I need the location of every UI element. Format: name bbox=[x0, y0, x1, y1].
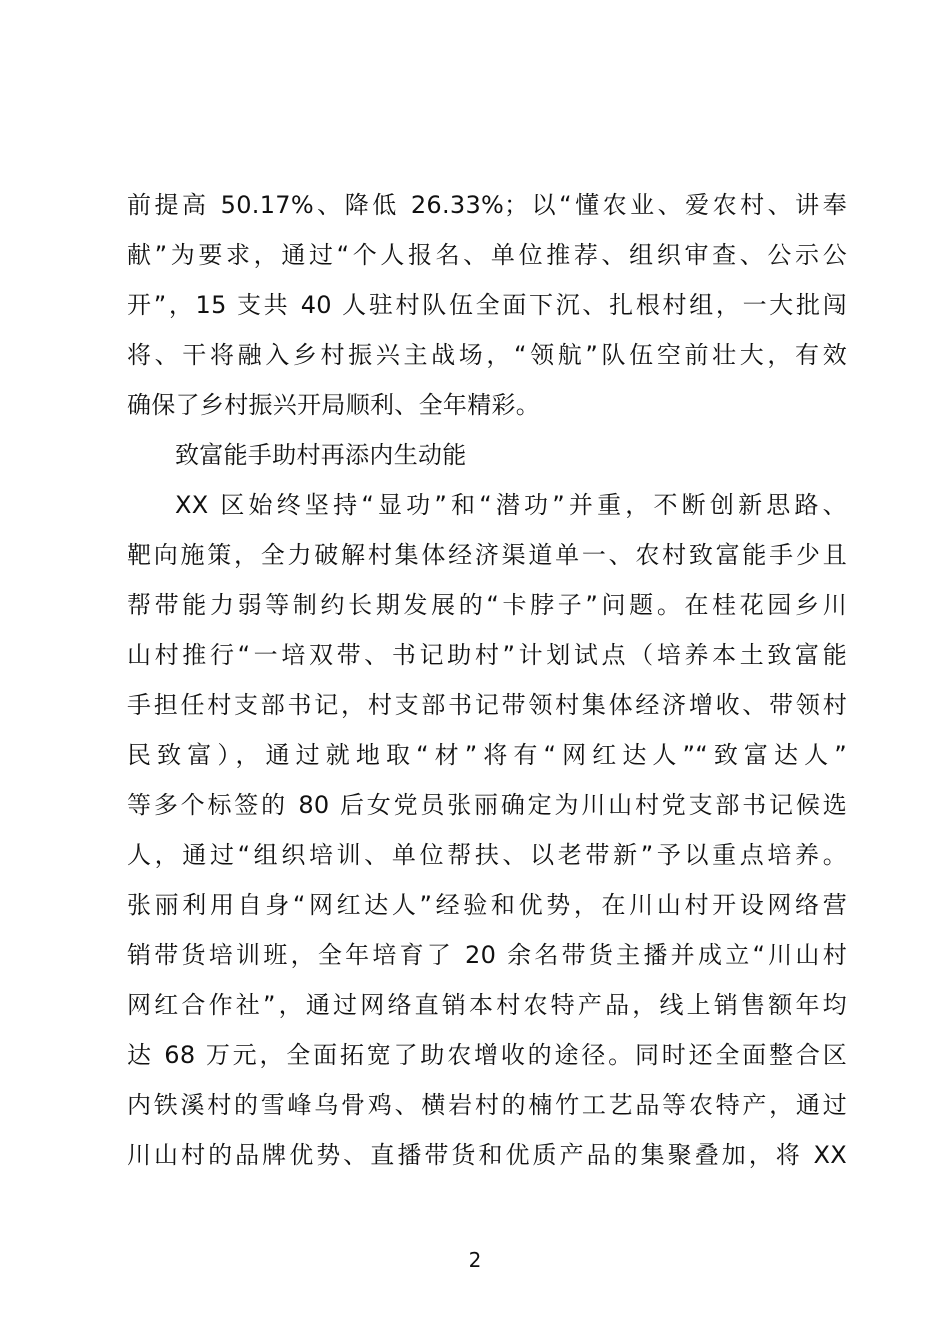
paragraph-line: 前提高 50.17%、降低 26.33%；以“懂农业、爱农村、讲奉 bbox=[127, 191, 847, 219]
page-number: 2 bbox=[468, 1248, 482, 1272]
paragraph-line: 确保了乡村振兴开局顺利、全年精彩。 bbox=[127, 391, 541, 419]
paragraph-line: 帮带能力弱等制约长期发展的“卡脖子”问题。在桂花园乡川 bbox=[127, 591, 847, 619]
paragraph-line: 内铁溪村的雪峰乌骨鸡、横岩村的楠竹工艺品等农特产，通过 bbox=[127, 1091, 847, 1119]
body-text bbox=[127, 180, 847, 1180]
paragraph-line: 张丽利用自身“网红达人”经验和优势，在川山村开设网络营 bbox=[127, 891, 847, 919]
paragraph-line: 靶向施策，全力破解村集体经济渠道单一、农村致富能手少且 bbox=[127, 541, 847, 569]
paragraph-line: 等多个标签的 80 后女党员张丽确定为川山村党支部书记候选 bbox=[127, 791, 847, 819]
paragraph-line: 民致富），通过就地取“材”将有“网红达人”“致富达人” bbox=[127, 741, 847, 769]
paragraph-line: 销带货培训班，全年培育了 20 余名带货主播并成立“川山村 bbox=[127, 941, 847, 969]
paragraph-line: 将、干将融入乡村振兴主战场，“领航”队伍空前壮大，有效 bbox=[127, 341, 847, 369]
paragraph-line: 手担任村支部书记，村支部书记带领村集体经济增收、带领村 bbox=[127, 691, 847, 719]
paragraph-line: 川山村的品牌优势、直播带货和优质产品的集聚叠加，将 XX bbox=[127, 1141, 847, 1169]
paragraph-line: 献”为要求，通过“个人报名、单位推荐、组织审查、公示公 bbox=[127, 241, 847, 269]
section-heading: 致富能手助村再添内生动能 bbox=[175, 441, 467, 469]
paragraph-line: 达 68 万元，全面拓宽了助农增收的途径。同时还全面整合区 bbox=[127, 1041, 847, 1069]
paragraph-line: XX 区始终坚持“显功”和“潜功”并重，不断创新思路、 bbox=[175, 491, 847, 519]
paragraph-line: 人，通过“组织培训、单位帮扶、以老带新”予以重点培养。 bbox=[127, 841, 847, 869]
paragraph-line: 山村推行“一培双带、书记助村”计划试点（培养本土致富能 bbox=[127, 641, 847, 669]
paragraph-line: 开”，15 支共 40 人驻村队伍全面下沉、扎根村组，一大批闯 bbox=[127, 291, 847, 319]
paragraph-line: 网红合作社”，通过网络直销本村农特产品，线上销售额年均 bbox=[127, 991, 847, 1019]
